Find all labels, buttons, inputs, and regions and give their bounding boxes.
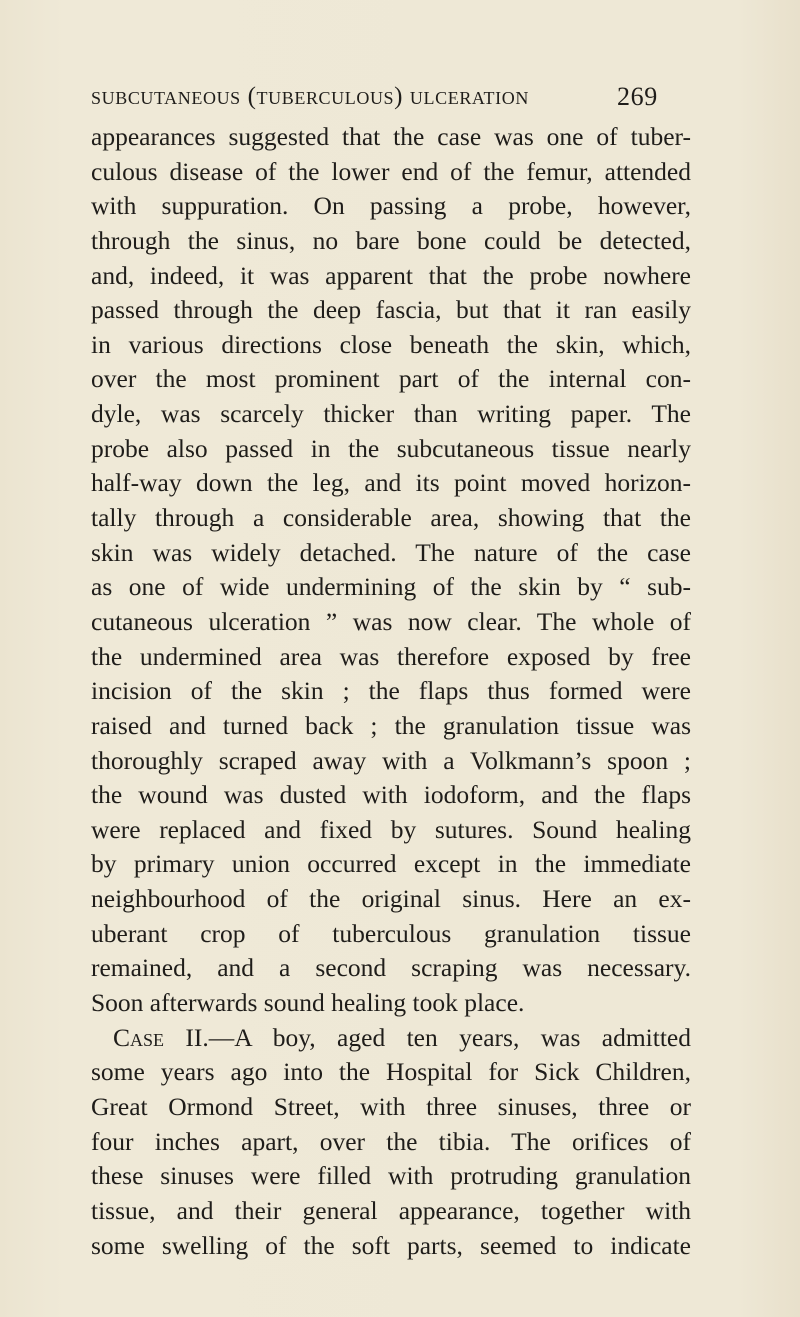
case-intro-text: —A boy, aged ten years, was admitted bbox=[208, 1022, 692, 1052]
text-line: over the most prominent part of the internal con- bbox=[91, 364, 691, 394]
text-line: these sinuses were filled with protruding granulation bbox=[91, 1161, 691, 1191]
text-line: in various directions close beneath the skin, which, bbox=[91, 329, 691, 359]
text-line: probe also passed in the subcutaneous tissue nearly bbox=[91, 433, 691, 463]
text-line: incision of the skin ; the flaps thus formed were bbox=[91, 676, 691, 706]
body-text bbox=[91, 120, 691, 1263]
text-line: dyle, was scarcely thicker than writing paper. The bbox=[91, 399, 691, 429]
text-line: some years ago into the Hospital for Sick Children, bbox=[91, 1057, 691, 1087]
case-heading-line bbox=[91, 1021, 691, 1056]
text-line: remained, and a second scraping was necessary. bbox=[91, 953, 691, 983]
case-label: Case II. bbox=[113, 1022, 209, 1052]
running-head bbox=[91, 77, 691, 117]
text-line: skin was widely detached. The nature of the case bbox=[91, 537, 691, 567]
text-line: some swelling of the soft parts, seemed to indicate bbox=[91, 1230, 691, 1260]
text-line: neighbourhood of the original sinus. Here an ex- bbox=[91, 884, 691, 914]
text-line: with suppuration. On passing a probe, however, bbox=[91, 191, 691, 221]
chapter-title: subcutaneous (tuberculous) ulceration bbox=[91, 83, 529, 110]
text-line: the wound was dusted with iodoform, and the flaps bbox=[91, 780, 691, 810]
text-line: the undermined area was therefore exposed by free bbox=[91, 641, 691, 671]
text-line: raised and turned back ; the granulation tissue was bbox=[91, 710, 691, 740]
text-line: tissue, and their general appearance, together with bbox=[91, 1195, 691, 1225]
text-line: as one of wide undermining of the skin by “ sub- bbox=[91, 572, 691, 602]
text-line: and, indeed, it was apparent that the probe nowhere bbox=[91, 260, 691, 290]
text-line: uberant crop of tuberculous granulation tissue bbox=[91, 918, 691, 948]
text-line: appearances suggested that the case was one of tuber- bbox=[91, 122, 691, 151]
text-line: through the sinus, no bare bone could be detected, bbox=[91, 225, 691, 255]
text-line: by primary union occurred except in the immediate bbox=[91, 849, 691, 879]
text-line: cutaneous ulceration ” was now clear. The whole of bbox=[91, 606, 691, 636]
text-line: thoroughly scraped away with a Volkmann’s spoon ; bbox=[91, 745, 691, 775]
text-line: passed through the deep fascia, but that it ran easily bbox=[91, 295, 691, 325]
text-line: four inches apart, over the tibia. The orifices of bbox=[91, 1126, 691, 1156]
text-line: tally through a considerable area, showing that the bbox=[91, 503, 691, 533]
text-line: Great Ormond Street, with three sinuses, three or bbox=[91, 1091, 691, 1121]
text-line: culous disease of the lower end of the femur, attended bbox=[91, 156, 691, 186]
text-line: half-way down the leg, and its point moved horizon- bbox=[91, 468, 691, 498]
text-line: Soon afterwards sound healing took place. bbox=[91, 988, 525, 1018]
text-line: were replaced and fixed by sutures. Sound healing bbox=[91, 814, 691, 844]
page-number: 269 bbox=[617, 82, 658, 111]
